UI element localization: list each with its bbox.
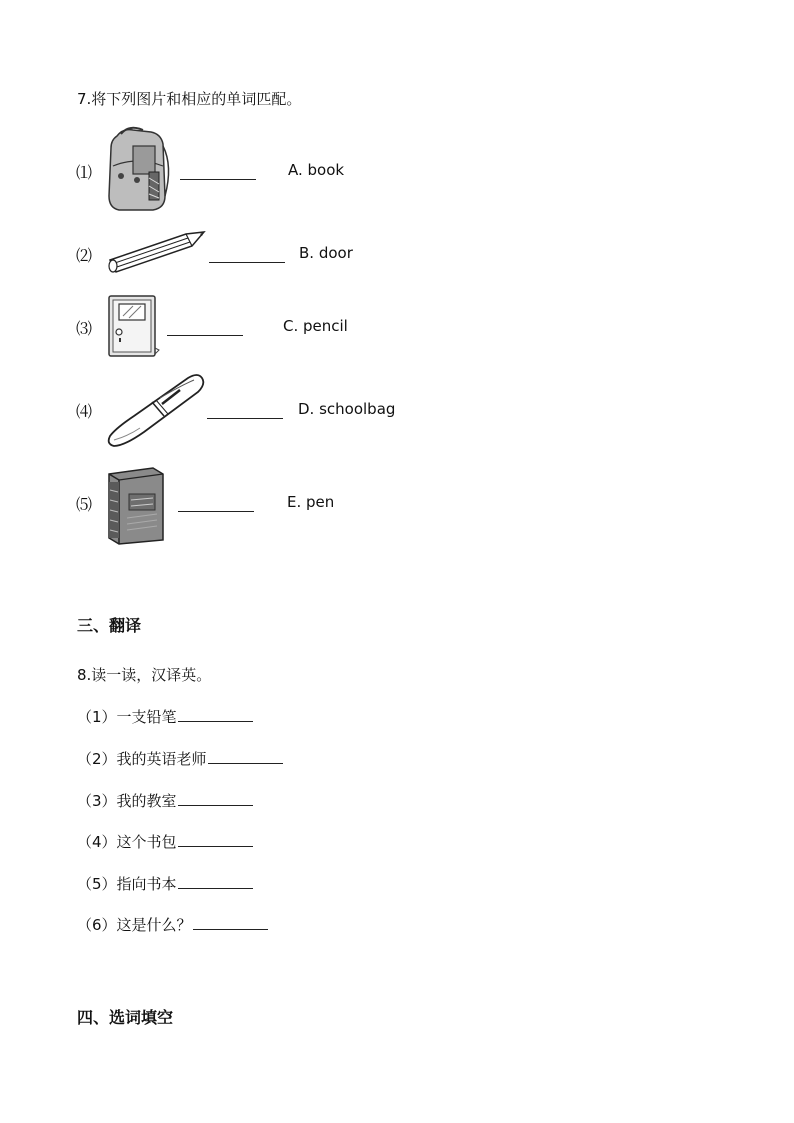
item-4-number: ⑷ [76,402,92,421]
option-c: C. pencil [283,317,348,335]
translation-item-4-text: （4）这个书包 [77,833,177,851]
answer-blank-5[interactable] [178,510,254,512]
translation-blank-1[interactable] [178,707,253,722]
translation-item-1-text: （1）一支铅笔 [77,708,177,726]
option-b: B. door [299,244,353,262]
section-3-heading: 三、翻译 [77,616,142,635]
translation-blank-5[interactable] [178,874,253,889]
option-a: A. book [288,161,345,179]
translation-item-3 [77,790,253,811]
answer-blank-2[interactable] [209,261,285,263]
section-4-heading: 四、选词填空 [77,1008,174,1027]
answer-blank-3[interactable] [167,334,243,336]
translation-blank-6[interactable] [193,915,268,930]
pen-icon [104,370,208,450]
question-7-title: 7.将下列图片和相应的单词匹配。 [77,90,302,108]
item-3-number: ⑶ [76,319,92,338]
translation-item-5 [77,873,253,894]
translation-item-2 [77,748,283,769]
answer-blank-4[interactable] [207,417,283,419]
translation-blank-2[interactable] [208,749,283,764]
item-2-number: ⑵ [76,246,92,265]
door-icon [105,292,161,362]
question-8-title: 8.读一读，汉译英。 [77,666,212,684]
pencil-icon [104,228,208,280]
option-e: E. pen [287,493,335,511]
translation-blank-4[interactable] [178,832,253,847]
translation-item-4 [77,831,253,852]
answer-blank-1[interactable] [180,178,256,180]
translation-item-3-text: （3）我的教室 [77,792,177,810]
translation-item-1 [77,706,253,727]
translation-item-2-text: （2）我的英语老师 [77,750,207,768]
item-1-number: ⑴ [76,163,92,182]
option-d: D. schoolbag [298,400,396,418]
item-5-number: ⑸ [76,495,92,514]
translation-item-6 [77,914,268,935]
book-icon [103,464,167,546]
translation-item-5-text: （5）指向书本 [77,875,177,893]
translation-blank-3[interactable] [178,791,253,806]
schoolbag-icon [103,126,175,214]
translation-item-6-text: （6）这是什么？ [77,916,192,934]
